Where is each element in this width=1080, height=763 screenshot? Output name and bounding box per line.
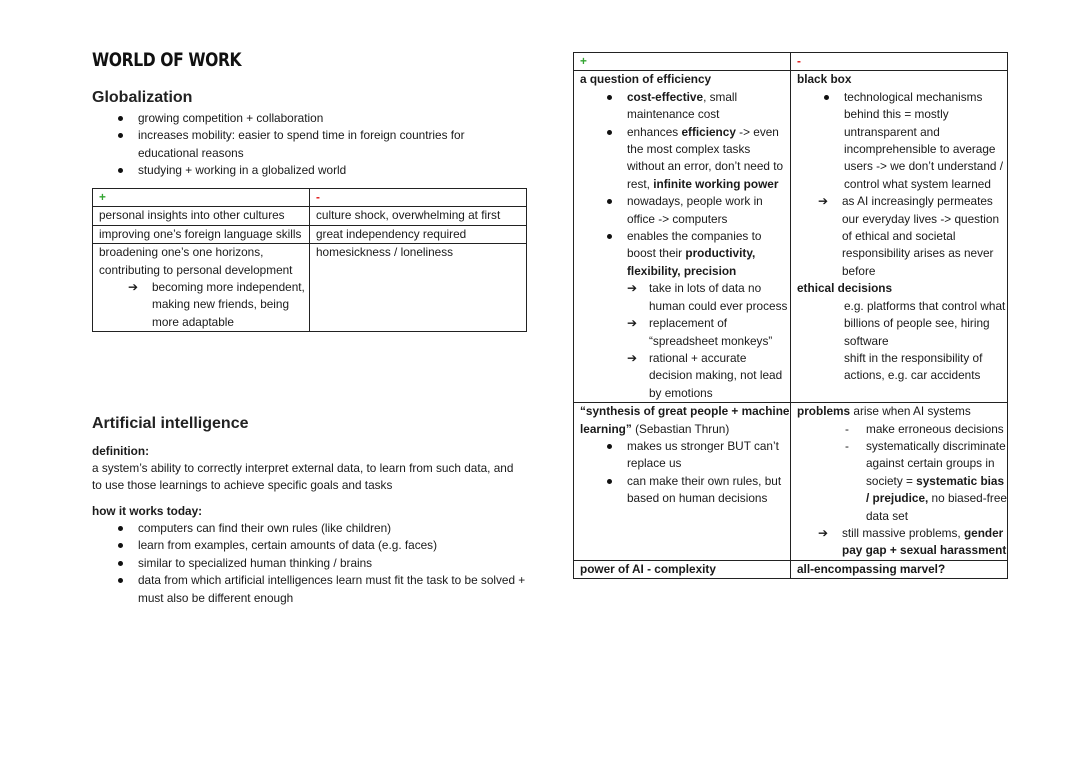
synthesis-heading [580, 403, 790, 438]
globalization-pro-con-table [92, 188, 527, 332]
list-item [580, 89, 790, 124]
con-header [791, 53, 1008, 71]
pro-cell: improving one’s foreign language skills [93, 225, 310, 243]
footer-left-cell: power of AI - complexity [574, 560, 791, 578]
plus-sign: + [99, 190, 106, 204]
text: enhances [627, 124, 682, 139]
bold-text: productivity, flexibility, precision [627, 246, 756, 278]
table-row [574, 71, 1008, 403]
list-item: computers can find their own rules (like children) [92, 520, 532, 537]
list-item: makes us stronger BUT can’t replace us [580, 438, 790, 473]
ethical-line: shift in the responsibility of actions, e.g. car accidents [844, 350, 983, 383]
definition-text: a system’s ability to correctly interpret external data, to learn from such data, and to use those learnings to achieve specific goals and tasks [92, 461, 514, 493]
table-header-row [93, 189, 527, 207]
pro-header [574, 53, 791, 71]
bold-text: gender pay gap + sexual harassment [842, 525, 1007, 558]
globalization-heading: Globalization [92, 89, 193, 106]
minus-sign: - [797, 54, 801, 68]
definition-label: definition: [92, 444, 150, 458]
dash-item [797, 438, 1007, 525]
pro-cell: personal insights into other cultures [93, 207, 310, 225]
list-item [580, 124, 790, 194]
problems-cell [791, 403, 1008, 561]
pro-arrow-item: ➔ becoming more independent, making new friends, being more adaptable [99, 279, 309, 331]
bold-text: systematic bias / prejudice, [866, 473, 1005, 506]
list-item: data from which artificial intelligences learn must fit the task to be solved + must also be different enough [92, 572, 532, 607]
pro-text: broadening one’s one horizons, contributing to personal development [99, 245, 293, 277]
con-cell: culture shock, overwhelming at first [310, 207, 527, 225]
blackbox-cell [791, 71, 1008, 403]
ai-pro-con-table [573, 52, 1008, 579]
how-it-works-list [92, 520, 532, 607]
text: (Sebastian Thrun) [631, 421, 730, 436]
text: enables the companies to boost their [627, 229, 762, 261]
list-item: learn from examples, certain amounts of data (e.g. faces) [92, 537, 532, 554]
list-item: similar to specialized human thinking / brains [92, 555, 532, 572]
synthesis-cell [574, 403, 791, 561]
arrow-item: ➔ replacement of “spreadsheet monkeys” [580, 315, 790, 350]
bold-text: problems [797, 404, 851, 419]
dash-item: - make erroneous decisions [797, 421, 1007, 438]
list-item: nowadays, people work in office -> computers [580, 193, 790, 228]
table-row [93, 207, 527, 225]
text: no biased-free data set [866, 491, 1007, 523]
table-row [93, 225, 527, 243]
text: arise when AI systems [850, 404, 971, 419]
con-cell: great independency required [310, 225, 527, 243]
bold-text: “synthesis of great people + machine learning” [580, 404, 790, 436]
bold-text: infinite working power [653, 176, 779, 191]
efficiency-cell [574, 71, 791, 403]
table-footer-row [574, 560, 1008, 578]
blackbox-heading: black box [797, 72, 852, 87]
list-item: studying + working in a globalized world [92, 162, 512, 179]
text: still massive problems, [842, 525, 964, 540]
arrow-item: ➔ as AI increasingly permeates our everyday lives -> question of ethical and societal responsibility arises as never before [797, 193, 1007, 280]
bold-text: efficiency [681, 124, 736, 139]
bold-text: cost-effective [627, 89, 704, 104]
ethical-line: e.g. platforms that control what billions of people see, hiring software [844, 298, 1006, 348]
pro-cell [93, 244, 310, 332]
pro-header [93, 189, 310, 207]
list-item: can make their own rules, but based on human decisions [580, 473, 790, 508]
text: -> even the most complex tasks without an error, don’t need to rest, [627, 124, 784, 191]
con-header [310, 189, 527, 207]
list-item: technological mechanisms behind this = mostly untransparent and incomprehensible to average users -> we don’t understand / control what system learned [797, 89, 1007, 193]
page-title: WORLD OF WORK [92, 49, 242, 71]
list-item [580, 228, 790, 280]
arrow-item: ➔ rational + accurate decision making, not lead by emotions [580, 350, 790, 402]
ethical-decisions-heading: ethical decisions [797, 281, 893, 296]
footer-right-cell: all-encompassing marvel? [791, 560, 1008, 578]
problems-heading [797, 403, 1007, 420]
list-item: increases mobility: easier to spend time in foreign countries for educational reasons [92, 127, 512, 162]
plus-sign: + [580, 54, 587, 68]
table-row [574, 403, 1008, 561]
arrow-item [797, 525, 1007, 560]
how-it-works-label: how it works today: [92, 504, 203, 518]
minus-sign: - [316, 190, 320, 204]
arrow-item: ➔ take in lots of data no human could ever process [580, 280, 790, 315]
globalization-bullet-list [92, 110, 512, 180]
con-cell: homesickness / loneliness [310, 244, 527, 332]
text: systematically discriminate against certain groups in society = [866, 438, 1006, 488]
text: , small maintenance cost [627, 89, 738, 122]
efficiency-heading: a question of efficiency [580, 72, 712, 87]
table-row [93, 244, 527, 332]
table-header-row [574, 53, 1008, 71]
ai-heading: Artificial intelligence [92, 415, 249, 432]
list-item: growing competition + collaboration [92, 110, 512, 127]
